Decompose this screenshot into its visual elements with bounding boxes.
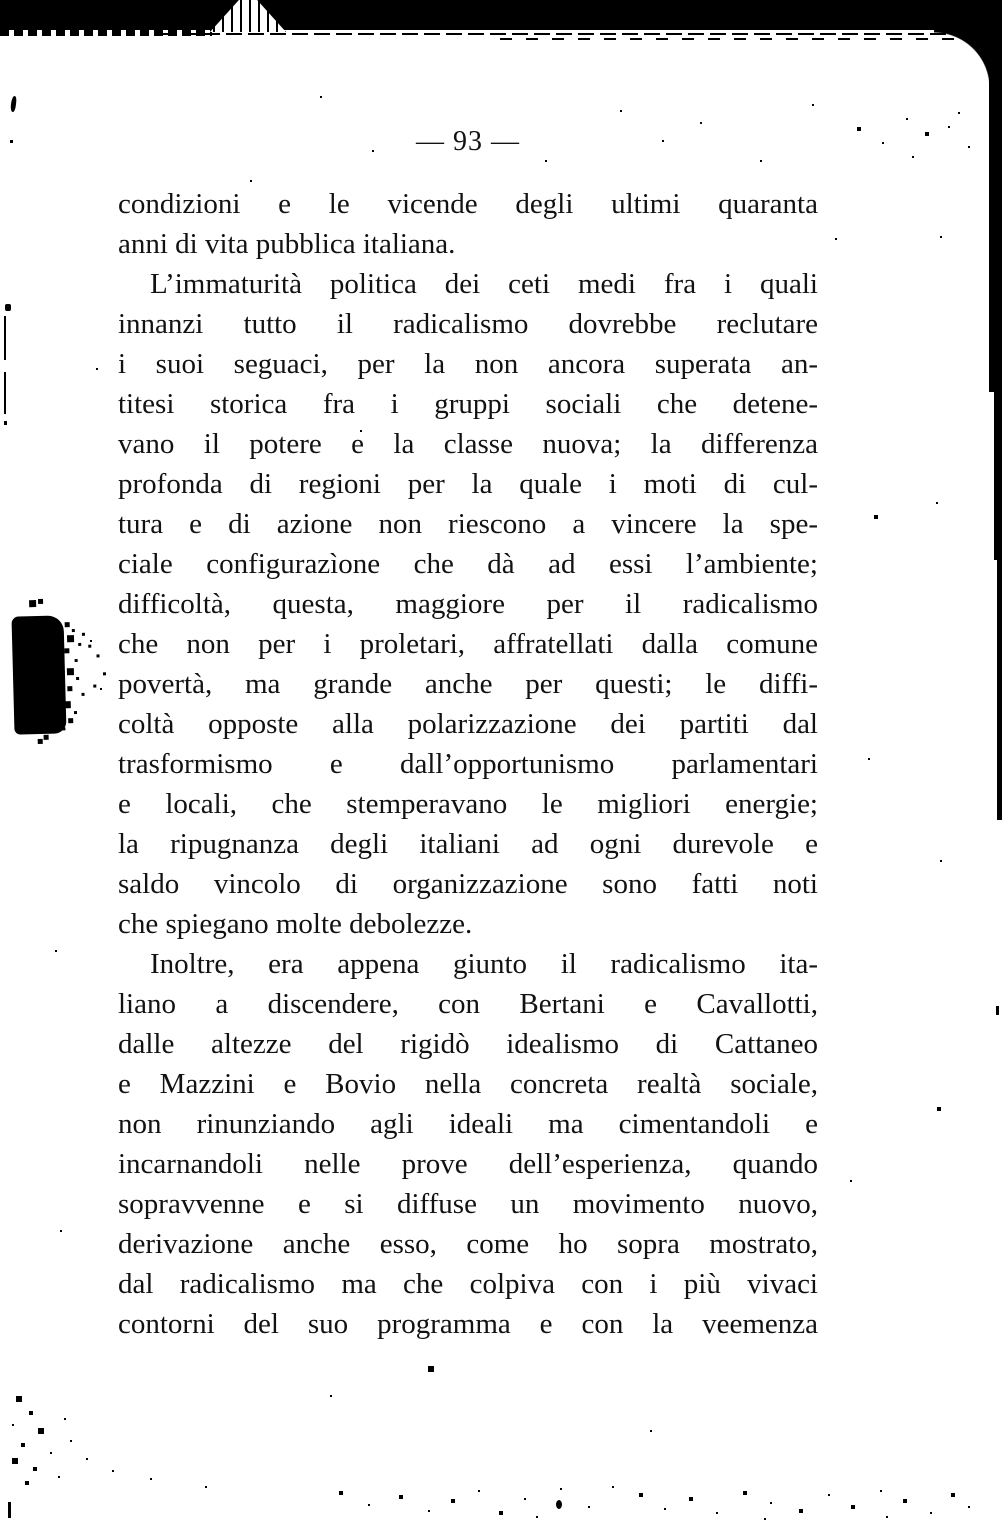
scan-edge-top — [0, 0, 1002, 30]
text-line: saldo vincolo di organizzazione sono fatti noti — [118, 868, 818, 900]
margin-mark-right — [996, 1006, 999, 1015]
margin-mark-star — [5, 304, 11, 311]
text-line: condizioni e le vicende degli ultimi quaranta — [118, 188, 818, 220]
page-number: — 93 — — [416, 126, 520, 157]
scan-streak-line-2 — [500, 38, 990, 40]
text-line: sopravvenne e si diffuse un movimento nuovo, — [118, 1188, 818, 1220]
text-line: ciale configurazìone che dà ad essi l’ambiente; — [118, 548, 818, 580]
text-line: dalle altezze del rigidò idealismo di Cattaneo — [118, 1028, 818, 1060]
text-line: che non per i proletari, affratellati dalla comune — [118, 628, 818, 660]
text-line: anni di vita pubblica italiana. — [118, 228, 456, 260]
text-line: incarnandoli nelle prove dell’esperienza, quando — [118, 1148, 818, 1180]
text-line: derivazione anche esso, come ho sopra mostrato, — [118, 1228, 818, 1260]
scan-edge-right-lower — [997, 560, 1002, 820]
body-text-block — [118, 184, 818, 1344]
scan-corner-top-right — [934, 28, 990, 88]
text-line: innanzi tutto il radicalismo dovrebbe reclutare — [118, 308, 818, 340]
scan-edge-right-upper — [989, 0, 1002, 392]
text-line: tura e di azione non riescono a vincere la spe- — [118, 508, 818, 540]
margin-mark-bottom — [8, 1502, 11, 1518]
margin-mark-dot — [10, 140, 13, 143]
text-line: contorni del suo programma e con la veemenza — [118, 1308, 818, 1340]
margin-hairline-1 — [4, 316, 6, 360]
scan-edge-right-mid — [994, 392, 1002, 560]
text-line: la ripugnanza degli italiani ad ogni durevole e — [118, 828, 818, 860]
margin-mark-paren — [10, 96, 17, 112]
paragraph — [118, 944, 818, 1344]
bottom-heavy-dot — [556, 1500, 562, 1509]
text-line: povertà, ma grande anche per questi; le diffi- — [118, 668, 818, 700]
text-line: i suoi seguaci, per la non ancora superata an- — [118, 348, 818, 380]
speckle-noise-bottom-band — [0, 0, 2, 2]
paragraph — [118, 184, 818, 264]
text-line: che spiegano molte debolezze. — [118, 908, 473, 940]
ink-blot-artifact — [11, 615, 66, 734]
text-line: dal radicalismo ma che colpiva con i più vivaci — [118, 1268, 818, 1300]
paragraph — [118, 264, 818, 944]
margin-mark-dot-2 — [4, 421, 7, 425]
text-line: L’immaturità politica dei ceti medi fra i quali — [150, 268, 818, 300]
margin-hairline-2 — [4, 372, 6, 414]
text-line: liano a discendere, con Bertani e Cavallotti, — [118, 988, 818, 1020]
text-line: trasformismo e dall’opportunismo parlamentari — [118, 748, 818, 780]
text-line: Inoltre, era appena giunto il radicalismo ita- — [150, 948, 818, 980]
text-line: e Mazzini e Bovio nella concreta realtà sociale, — [118, 1068, 818, 1100]
scan-streak-line-1 — [160, 33, 990, 35]
text-line: e locali, che stemperavano le migliori energie; — [118, 788, 818, 820]
text-line: difficoltà, questa, maggiore per il radicalismo — [118, 588, 818, 620]
text-line: vano il potere e la classe nuova; la differenza — [118, 428, 818, 460]
text-line: profonda di regioni per la quale i moti di cul- — [118, 468, 818, 500]
text-line: coltà opposte alla polarizzazione dei partiti dal — [118, 708, 818, 740]
text-line: titesi storica fra i gruppi sociali che detene- — [118, 388, 818, 420]
text-line: non rinunziando agli ideali ma cimentandoli e — [118, 1108, 818, 1140]
